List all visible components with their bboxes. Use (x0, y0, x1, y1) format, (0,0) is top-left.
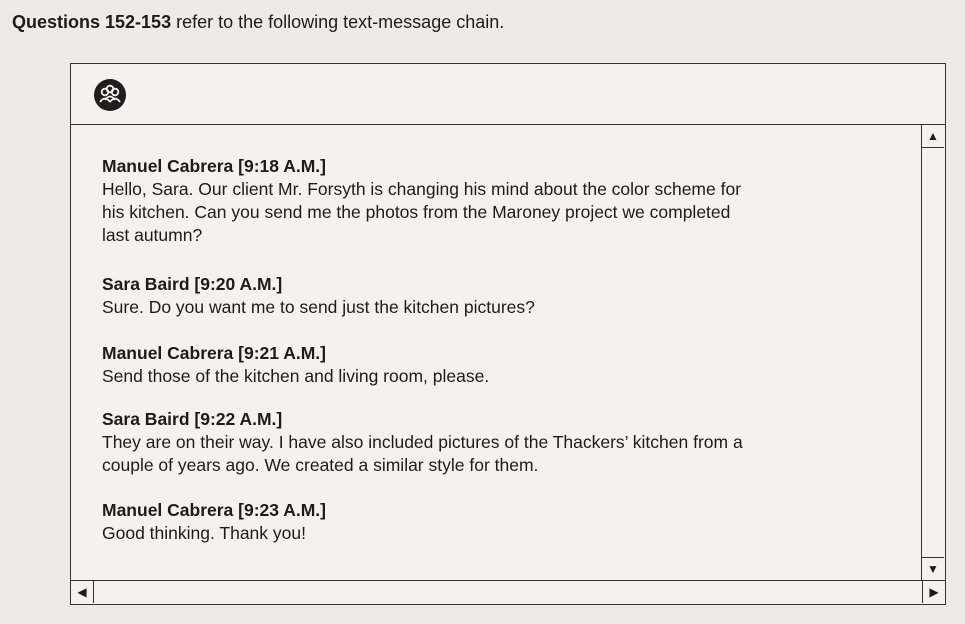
question-intro (12, 12, 504, 33)
group-chat-icon (94, 79, 126, 111)
message (102, 408, 912, 477)
message (102, 155, 912, 247)
vertical-scrollbar[interactable] (921, 125, 945, 580)
scroll-down-icon[interactable]: ▼ (922, 557, 944, 580)
scroll-right-icon[interactable]: ▶ (922, 581, 945, 603)
message-list (71, 125, 922, 580)
message-line: Good thinking. Thank you! (102, 523, 306, 543)
message-sender: Manuel Cabrera [9:18 A.M.] (102, 156, 326, 176)
message-line: his kitchen. Can you send me the photos from the Maroney project we completed (102, 202, 731, 222)
message-line: Sure. Do you want me to send just the kitchen pictures? (102, 297, 535, 317)
message-line: Hello, Sara. Our client Mr. Forsyth is changing his mind about the color scheme for (102, 179, 742, 199)
message-line: last autumn? (102, 225, 203, 245)
message-line: They are on their way. I have also included pictures of the Thackers’ kitchen from a (102, 432, 743, 452)
horizontal-scrollbar[interactable] (71, 580, 945, 604)
scroll-up-icon[interactable]: ▲ (922, 125, 944, 148)
chat-window (70, 63, 946, 605)
message-line: Send those of the kitchen and living room, please. (102, 366, 490, 386)
message (102, 273, 912, 319)
intro-text: refer to the following text-message chain. (171, 12, 505, 32)
message (102, 342, 912, 388)
message-sender: Sara Baird [9:22 A.M.] (102, 409, 283, 429)
chat-titlebar (71, 64, 945, 125)
message-sender: Manuel Cabrera [9:21 A.M.] (102, 343, 326, 363)
message-line: couple of years ago. We created a similar style for them. (102, 455, 539, 475)
message (102, 499, 912, 545)
message-sender: Sara Baird [9:20 A.M.] (102, 274, 283, 294)
message-sender: Manuel Cabrera [9:23 A.M.] (102, 500, 326, 520)
scroll-left-icon[interactable]: ◀ (71, 581, 94, 603)
question-range: Questions 152-153 (12, 12, 172, 32)
